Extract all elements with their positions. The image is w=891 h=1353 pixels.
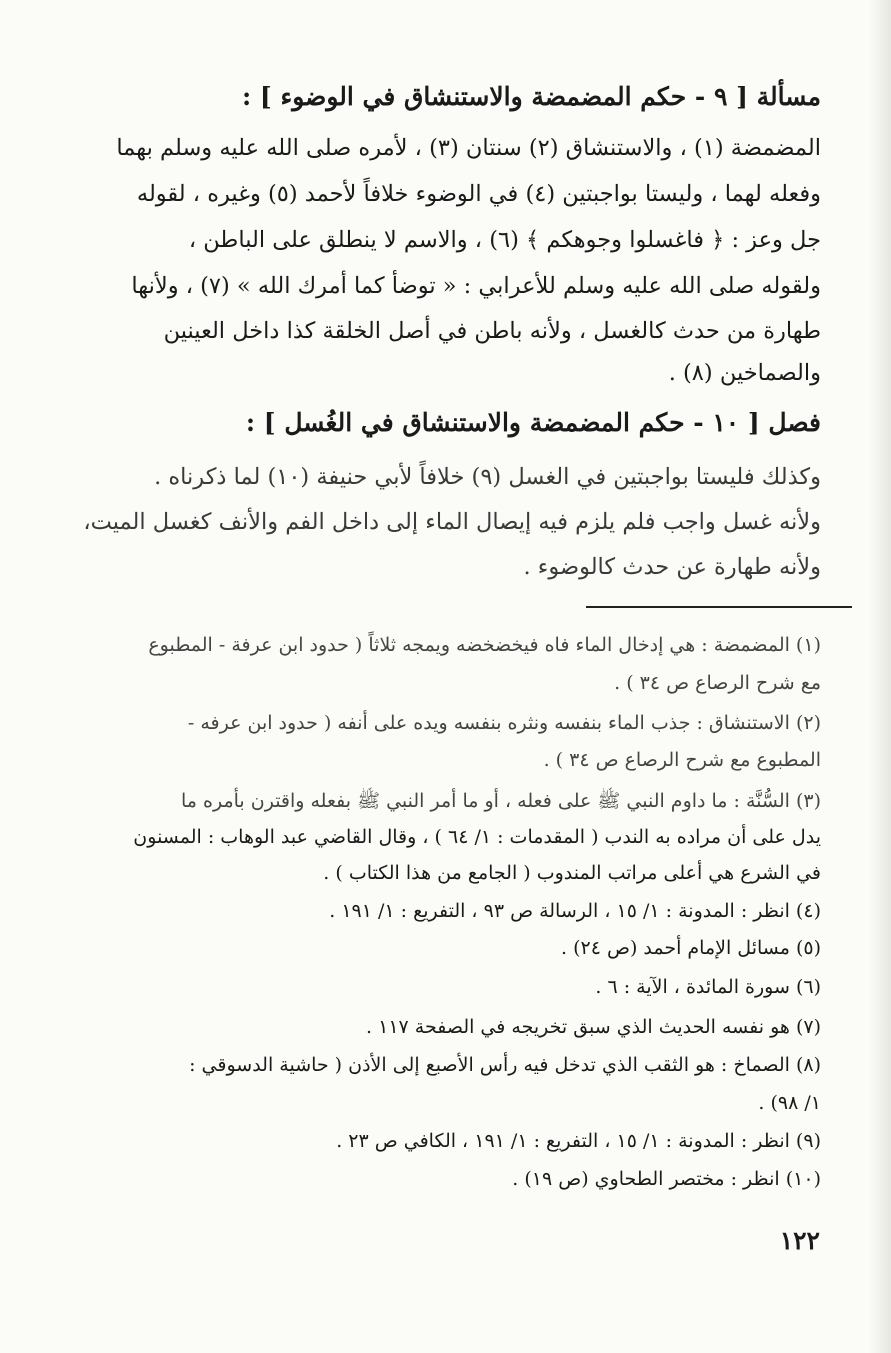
body-line: المضمضة (١) ، والاستنشاق (٢) سنتان (٣) ، لأمره صلى الله عليه وسلم بهما (116, 135, 821, 161)
footnote-line: (٣) السُّنَّة : ما داوم النبي ﷺ على فعله ، أو ما أمر النبي ﷺ بفعله واقترن بأمره ما (181, 790, 821, 812)
footnote-line: ١/ ٩٨) . (758, 1092, 821, 1114)
page-edge-shadow (868, 0, 891, 1353)
footnote-line: (٦) سورة المائدة ، الآية : ٦ . (595, 976, 821, 998)
footnote-line: مع شرح الرصاع ص ٣٤ ) . (614, 672, 821, 694)
body-line: وكذلك فليستا بواجبتين في الغسل (٩) خلافاً لأبي حنيفة (١٠) لما ذكرناه . (154, 464, 821, 490)
body-line: ولأنه طهارة عن حدث كالوضوء . (523, 554, 821, 580)
footnote-line: (٧) هو نفسه الحديث الذي سبق تخريجه في الصفحة ١١٧ . (366, 1016, 821, 1038)
footnote-separator (586, 606, 852, 608)
footnote-line: في الشرع هي أعلى مراتب المندوب ( الجامع من هذا الكتاب ) . (323, 862, 821, 884)
body-line: ولقوله صلى الله عليه وسلم للأعرابي : « توضأ كما أمرك الله » (٧) ، ولأنها (131, 273, 821, 299)
body-line: جل وعز : ﴿ فاغسلوا وجوهكم ﴾ (٦) ، والاسم لا ينطلق على الباطن ، (188, 227, 821, 253)
body-line: والصماخين (٨) . (668, 360, 821, 386)
section-9-heading: مسألة [ ٩ - حكم المضمضة والاستنشاق في الوضوء ] : (241, 82, 821, 111)
footnote-line: (٤) انظر : المدونة : ١/ ١٥ ، الرسالة ص ٩٣ ، التفريع : ١/ ١٩١ . (329, 900, 821, 922)
footnote-line: (٥) مسائل الإمام أحمد (ص ٢٤) . (561, 937, 821, 959)
footnote-line: (٢) الاستنشاق : جذب الماء بنفسه ونثره بنفسه ويده على أنفه ( حدود ابن عرفه - (187, 712, 821, 734)
body-line: طهارة من حدث كالغسل ، ولأنه باطن في أصل الخلقة كذا داخل العينين (163, 318, 821, 344)
footnote-line: (١) المضمضة : هي إدخال الماء فاه فيخضخضه ويمجه ثلاثاً ( حدود ابن عرفة - المطبوع (148, 634, 821, 656)
footnote-line: (٨) الصماخ : هو الثقب الذي تدخل فيه رأس الأصبع إلى الأذن ( حاشية الدسوقي : (189, 1054, 821, 1076)
footnote-line: المطبوع مع شرح الرصاع ص ٣٤ ) . (543, 749, 821, 771)
body-line: ولأنه غسل واجب فلم يلزم فيه إيصال الماء إلى داخل الفم والأنف كغسل الميت، (83, 509, 821, 535)
footnote-line: (١٠) انظر : مختصر الطحاوي (ص ١٩) . (512, 1168, 821, 1190)
body-line: وفعله لهما ، وليستا بواجبتين (٤) في الوضوء خلافاً لأحمد (٥) وغيره ، لقوله (136, 181, 821, 207)
footnote-line: يدل على أن مراده به الندب ( المقدمات : ١/ ٦٤ ) ، وقال القاضي عبد الوهاب : المسنون (133, 826, 821, 848)
page-number: ١٢٢ (779, 1226, 820, 1255)
footnote-line: (٩) انظر : المدونة : ١/ ١٥ ، التفريع : ١/ ١٩١ ، الكافي ص ٢٣ . (336, 1130, 821, 1152)
section-10-heading: فصل [ ١٠ - حكم المضمضة والاستنشاق في الغُسل ] : (245, 408, 821, 437)
